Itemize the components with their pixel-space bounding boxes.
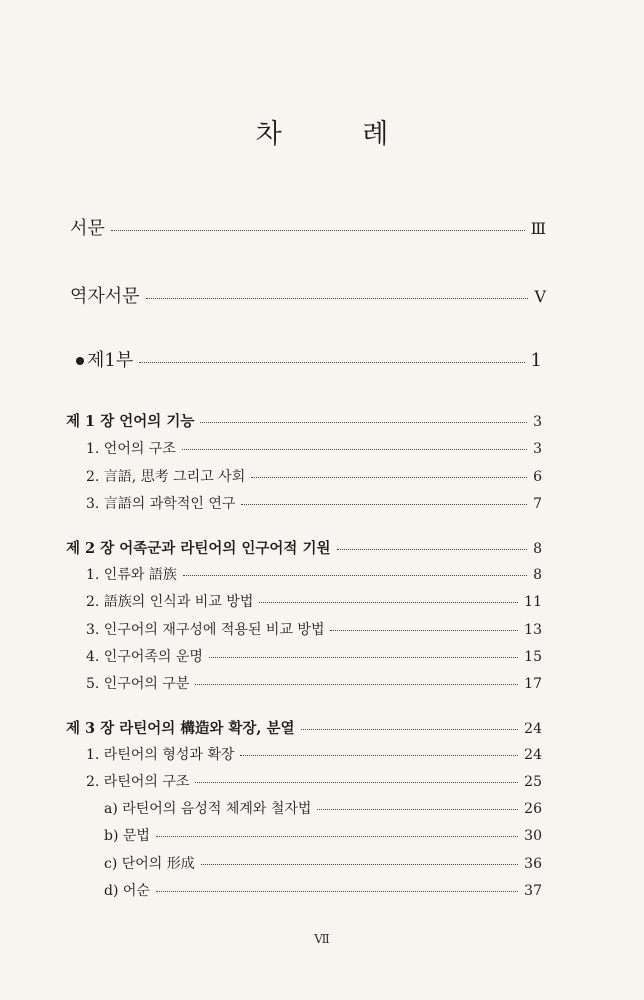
- dot-leader: [111, 230, 525, 231]
- toc-page-number: 17: [524, 676, 542, 692]
- dot-leader: [200, 422, 527, 423]
- toc-label: 제1부: [76, 346, 133, 372]
- toc-label: d) 어순: [104, 883, 150, 899]
- bullet-icon: [76, 357, 84, 365]
- toc-page-number: 30: [524, 828, 542, 844]
- toc-label: 2. 라틴어의 구조: [86, 774, 190, 790]
- toc-entry-section[interactable]: [86, 744, 542, 764]
- toc-label: 1. 라틴어의 형성과 확장: [86, 747, 235, 763]
- page-folio: Ⅶ: [314, 932, 330, 946]
- toc-entry-part-1[interactable]: [76, 346, 542, 372]
- toc-page-number: 26: [524, 801, 542, 817]
- toc-entry-section[interactable]: [86, 438, 542, 458]
- toc-entry-section[interactable]: [86, 591, 542, 611]
- toc-page-number: 8: [533, 541, 542, 557]
- page-title: 차 례: [255, 119, 425, 150]
- toc-page-number: 37: [524, 883, 542, 899]
- toc-entry-chapter-1[interactable]: [66, 410, 542, 431]
- dot-leader: [139, 362, 524, 363]
- toc-page-number: 3: [533, 414, 542, 430]
- toc-label: 제 2 장 어족군과 라틴어의 인구어적 기원: [66, 540, 331, 557]
- toc-label: 서문: [70, 218, 105, 239]
- toc-page-number: Ⅲ: [530, 219, 546, 238]
- toc-entry-subsection[interactable]: [104, 853, 542, 873]
- toc-entry-translator-preface[interactable]: [70, 282, 546, 308]
- toc-label: 1. 인류와 語族: [86, 567, 177, 583]
- dot-leader: [241, 504, 527, 505]
- toc-page-number: 7: [533, 496, 542, 512]
- toc-label: 4. 인구어족의 운명: [86, 649, 203, 665]
- dot-leader: [182, 449, 527, 450]
- toc-entry-section[interactable]: [86, 619, 542, 639]
- dot-leader: [330, 630, 518, 631]
- dot-leader: [156, 836, 518, 837]
- toc-entry-chapter-2[interactable]: [66, 537, 542, 558]
- toc-page-number: 25: [524, 774, 542, 790]
- toc-label: 역자서문: [70, 286, 140, 307]
- dot-leader: [259, 602, 518, 603]
- toc-page-number: 36: [524, 856, 542, 872]
- toc-label: b) 문법: [104, 828, 150, 844]
- toc-label: 5. 인구어의 구분: [86, 676, 190, 692]
- toc-entry-section[interactable]: [86, 493, 542, 513]
- toc-page-number: 8: [533, 567, 542, 583]
- toc-page-number: 15: [524, 649, 542, 665]
- dot-leader: [317, 809, 518, 810]
- toc-entry-subsection[interactable]: [104, 798, 542, 818]
- toc-label: c) 단어의 形成: [104, 856, 195, 872]
- dot-leader: [183, 575, 527, 576]
- toc-entry-section[interactable]: [86, 646, 542, 666]
- toc-entry-section[interactable]: [86, 466, 542, 486]
- dot-leader: [195, 684, 518, 685]
- toc-page-number: 13: [524, 622, 542, 638]
- toc-label: 3. 인구어의 재구성에 적용된 비교 방법: [86, 622, 325, 638]
- dot-leader: [240, 755, 518, 756]
- dot-leader: [195, 782, 518, 783]
- dot-leader: [209, 657, 518, 658]
- toc-entry-subsection[interactable]: [104, 880, 542, 900]
- toc-page-number: 6: [533, 469, 542, 485]
- toc-entry-section[interactable]: [86, 564, 542, 584]
- toc-label: a) 라틴어의 음성적 체계와 철자법: [104, 801, 312, 817]
- toc-page-number: 3: [533, 441, 542, 457]
- dot-leader: [146, 298, 529, 299]
- toc-entry-chapter-3[interactable]: [66, 717, 542, 738]
- toc-page-number: 24: [524, 747, 542, 763]
- toc-entry-section[interactable]: [86, 771, 542, 791]
- toc-label: 2. 語族의 인식과 비교 방법: [86, 594, 254, 610]
- toc-page-number: 24: [524, 721, 542, 737]
- toc-label: 제 1 장 언어의 기능: [66, 413, 195, 430]
- dot-leader: [156, 891, 518, 892]
- toc-label: 1. 언어의 구조: [86, 441, 176, 457]
- toc-label: 제 3 장 라틴어의 構造와 확장, 분열: [66, 720, 295, 737]
- dot-leader: [251, 477, 527, 478]
- toc-entry-section[interactable]: [86, 673, 542, 693]
- toc-label: 3. 言語의 과학적인 연구: [86, 496, 236, 512]
- dot-leader: [337, 549, 528, 550]
- toc-page-number: 1: [530, 350, 542, 371]
- toc-page-number: 11: [524, 594, 542, 610]
- toc-page-number: Ⅴ: [534, 287, 546, 306]
- dot-leader: [201, 864, 518, 865]
- toc-entry-subsection[interactable]: [104, 825, 542, 845]
- toc-label: 2. 言語, 思考 그리고 사회: [86, 469, 246, 485]
- toc-entry-preface[interactable]: [70, 214, 546, 240]
- dot-leader: [301, 729, 519, 730]
